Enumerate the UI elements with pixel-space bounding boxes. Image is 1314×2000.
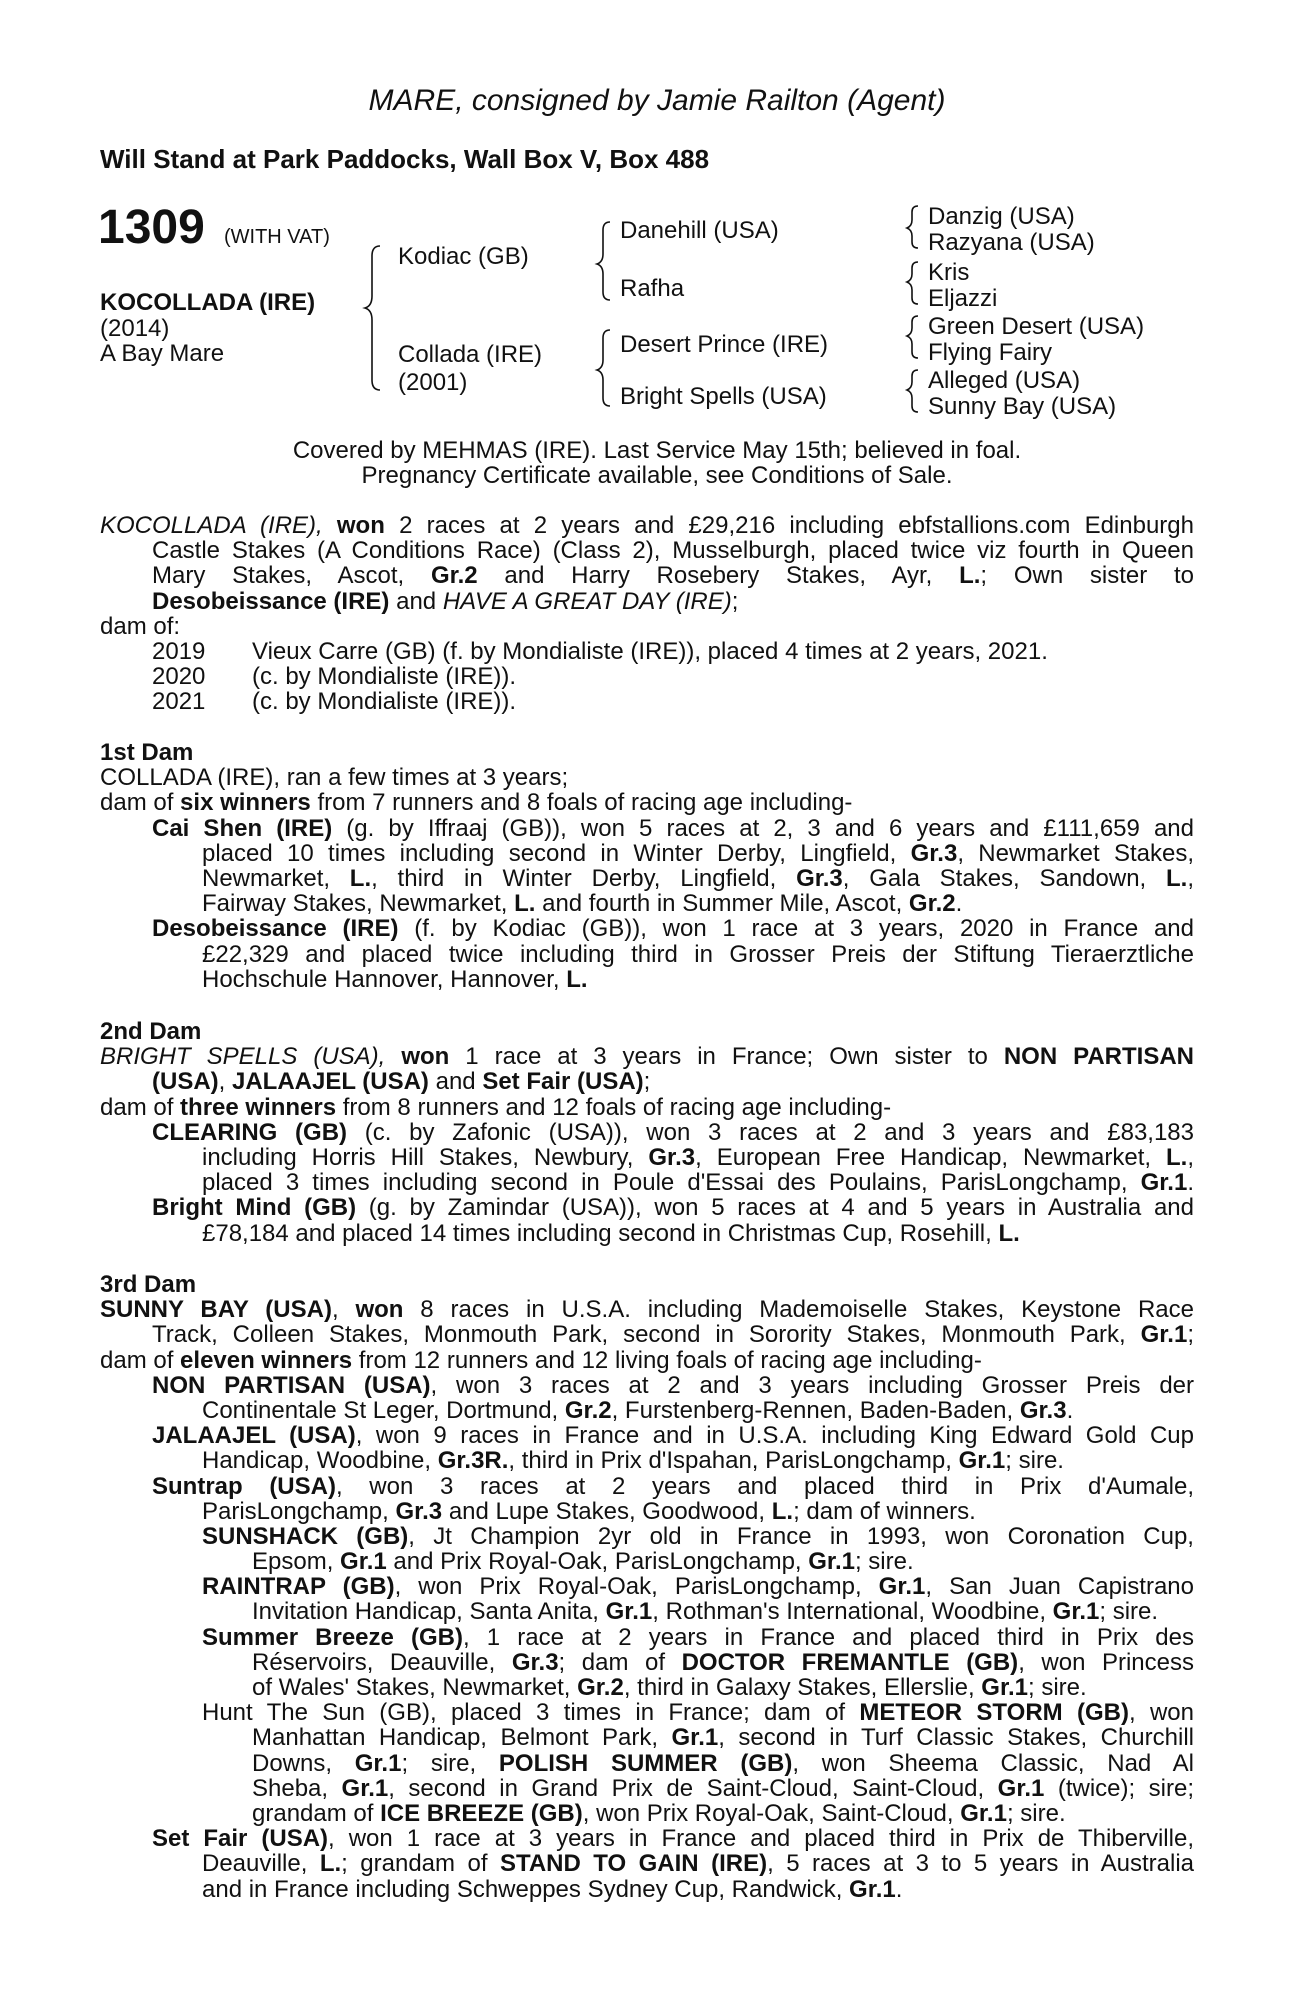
covering-line-2: Pregnancy Certificate available, see Conditions of Sale. — [361, 462, 953, 489]
page-title: MARE, consigned by Jamie Railton (Agent) — [368, 84, 946, 117]
produce-line: Desobeissance (IRE) (f. by Kodiac (GB)), won 1 race at 3 years, 2020 in France and — [152, 915, 1195, 943]
produce-line: £22,329 and placed twice including third in Grosser Preis der Stiftung Tieraerztliche — [202, 940, 1194, 968]
pedigree-g7: Alleged (USA) — [928, 367, 1081, 394]
first-dam-section — [100, 740, 1194, 992]
lot-number: 1309 — [98, 201, 205, 254]
dam-line: SUNNY BAY (USA), won 8 races in U.S.A. including Mademoiselle Stakes, Keystone Race — [100, 1296, 1195, 1324]
produce-line: CLEARING (GB) (c. by Zafonic (USA)), won 3 races at 2 and 3 years and £83,183 — [152, 1118, 1194, 1146]
foal-row: 2021 (c. by Mondialiste (IRE)). — [152, 688, 517, 716]
produce-line: Continentale St Leger, Dortmund, Gr.2, Furstenberg-Rennen, Baden-Baden, Gr.3. — [202, 1396, 1074, 1424]
second-dam-section — [100, 1019, 1194, 1246]
pedigree-g4: Eljazzi — [928, 285, 998, 312]
produce-line: Fairway Stakes, Newmarket, L. and fourth in Summer Mile, Ascot, Gr.2. — [202, 890, 963, 918]
pedigree-sire-sire: Danehill (USA) — [620, 217, 779, 244]
dam-line: dam of six winners from 7 runners and 8 foals of racing age including- — [100, 789, 853, 817]
dam-line: dam of three winners from 8 runners and 12 foals of racing age including- — [100, 1093, 892, 1121]
produce-line: and in France including Schweppes Sydney Cup, Randwick, Gr.1. — [202, 1875, 903, 1903]
horse-year: (2014) — [100, 315, 170, 342]
pedigree-g5: Green Desert (USA) — [928, 313, 1145, 340]
produce-line: Invitation Handicap, Santa Anita, Gr.1, Rothman's International, Woodbine, Gr.1; sire. — [252, 1598, 1159, 1626]
produce-line: SUNSHACK (GB), Jt Champion 2yr old in France in 1993, won Coronation Cup, — [202, 1522, 1194, 1550]
produce-line: Cai Shen (IRE) (g. by Iffraaj (GB)), won 5 races at 2, 3 and 6 years and £111,659 and — [152, 814, 1194, 842]
dam-line: BRIGHT SPELLS (USA), won 1 race at 3 years in France; Own sister to NON PARTISAN — [100, 1043, 1195, 1071]
pedigree-dam: Collada (IRE) — [398, 341, 543, 368]
produce-line: £78,184 and placed 14 times including second in Christmas Cup, Rosehill, L. — [202, 1219, 1020, 1247]
produce-line: Manhattan Handicap, Belmont Park, Gr.1, second in Turf Classic Stakes, Churchill — [252, 1724, 1194, 1752]
vat-label: (WITH VAT) — [224, 226, 330, 248]
pedigree-dam-sire: Desert Prince (IRE) — [620, 331, 829, 358]
pedigree-g6: Flying Fairy — [928, 339, 1053, 366]
dam-line: Track, Colleen Stakes, Monmouth Park, second in Sorority Stakes, Monmouth Park, Gr.1; — [152, 1321, 1194, 1349]
produce-line: grandam of ICE BREEZE (GB), won Prix Royal-Oak, Saint-Cloud, Gr.1; sire. — [252, 1799, 1066, 1827]
pedigree-dam-dam: Bright Spells (USA) — [620, 383, 827, 410]
dam-line: COLLADA (IRE), ran a few times at 3 years; — [100, 764, 569, 792]
produce-line: Réservoirs, Deauville, Gr.3; dam of DOCTOR FREMANTLE (GB), won Princess — [252, 1648, 1194, 1676]
intro-line: Castle Stakes (A Conditions Race) (Class 2), Musselburgh, placed twice viz fourth in Queen — [152, 537, 1194, 565]
produce-line: including Horris Hill Stakes, Newbury, Gr.3, European Free Handicap, Newmarket, L., — [202, 1143, 1194, 1171]
intro-line: Desobeissance (IRE) and HAVE A GREAT DAY (IRE); — [152, 587, 739, 615]
intro-line: dam of: — [100, 612, 181, 640]
produce-line: Downs, Gr.1; sire, POLISH SUMMER (GB), won Sheema Classic, Nad Al — [252, 1749, 1195, 1777]
section-heading: 2nd Dam — [100, 1018, 202, 1045]
section-heading: 3rd Dam — [100, 1271, 197, 1298]
covering-line-1: Covered by MEHMAS (IRE). Last Service May 15th; believed in foal. — [292, 437, 1022, 464]
produce-line: Handicap, Woodbine, Gr.3R., third in Prix d'Ispahan, ParisLongchamp, Gr.1; sire. — [202, 1447, 1064, 1475]
produce-line: Newmarket, L., third in Winter Derby, Lingfield, Gr.3, Gala Stakes, Sandown, L., — [202, 864, 1194, 892]
horse-name: KOCOLLADA (IRE) — [100, 289, 316, 316]
pedigree-dam-year: (2001) — [398, 369, 468, 396]
produce-line: Hunt The Sun (GB), placed 3 times in France; dam of METEOR STORM (GB), won — [202, 1699, 1194, 1727]
produce-line: Suntrap (USA), won 3 races at 2 years and placed third in Prix d'Aumale, — [152, 1472, 1195, 1500]
stand-location: Will Stand at Park Paddocks, Wall Box V, Box 488 — [100, 144, 710, 174]
pedigree-sire-dam: Rafha — [620, 275, 685, 302]
produce-line: Hochschule Hannover, Hannover, L. — [202, 965, 588, 993]
third-dam-section — [100, 1272, 1194, 1902]
foal-row: 2019 Vieux Carre (GB) (f. by Mondialiste (IRE)), placed 4 times at 2 years, 2021. — [152, 637, 1048, 665]
pedigree-sire: Kodiac (GB) — [398, 243, 529, 270]
pedigree-g1: Danzig (USA) — [928, 203, 1075, 230]
intro-section — [100, 513, 1194, 715]
produce-line: ParisLongchamp, Gr.3 and Lupe Stakes, Goodwood, L.; dam of winners. — [202, 1497, 976, 1525]
intro-line: Mary Stakes, Ascot, Gr.2 and Harry Rosebery Stakes, Ayr, L.; Own sister to — [152, 562, 1194, 590]
produce-line: JALAAJEL (USA), won 9 races in France and in U.S.A. including King Edward Gold Cup — [152, 1422, 1194, 1450]
produce-line: Deauville, L.; grandam of STAND TO GAIN (IRE), 5 races at 3 to 5 years in Australia — [202, 1850, 1194, 1878]
produce-line: of Wales' Stakes, Newmarket, Gr.2, third in Galaxy Stakes, Ellerslie, Gr.1; sire. — [252, 1674, 1087, 1701]
pedigree-g8: Sunny Bay (USA) — [928, 393, 1117, 420]
pedigree-g3: Kris — [928, 259, 970, 286]
produce-line: Summer Breeze (GB), 1 race at 2 years in France and placed third in Prix des — [202, 1623, 1194, 1651]
produce-line: placed 10 times including second in Winter Derby, Lingfield, Gr.3, Newmarket Stakes, — [202, 839, 1195, 867]
dam-line: dam of eleven winners from 12 runners and 12 living foals of racing age including- — [100, 1346, 982, 1374]
foal-row: 2020 (c. by Mondialiste (IRE)). — [152, 663, 517, 691]
section-heading: 1st Dam — [100, 739, 194, 766]
horse-description: A Bay Mare — [100, 340, 225, 367]
produce-line: Bright Mind (GB) (g. by Zamindar (USA)), won 5 races at 4 and 5 years in Australia and — [152, 1194, 1194, 1222]
produce-line: RAINTRAP (GB), won Prix Royal-Oak, ParisLongchamp, Gr.1, San Juan Capistrano — [202, 1573, 1194, 1601]
intro-line: KOCOLLADA (IRE), won 2 races at 2 years and £29,216 including ebfstallions.com Edinburgh — [100, 512, 1194, 539]
produce-line: Set Fair (USA), won 1 race at 3 years in France and placed third in Prix de Thiberville, — [152, 1825, 1194, 1853]
produce-line: Epsom, Gr.1 and Prix Royal-Oak, ParisLongchamp, Gr.1; sire. — [252, 1548, 914, 1576]
dam-line: (USA), JALAAJEL (USA) and Set Fair (USA); — [152, 1068, 651, 1096]
produce-line: NON PARTISAN (USA), won 3 races at 2 and 3 years including Grosser Preis der — [152, 1371, 1195, 1399]
produce-line: placed 3 times including second in Poule d'Essai des Poulains, ParisLongchamp, Gr.1. — [202, 1169, 1194, 1197]
produce-line: Sheba, Gr.1, second in Grand Prix de Saint-Cloud, Saint-Cloud, Gr.1 (twice); sire; — [252, 1774, 1194, 1802]
pedigree-g2: Razyana (USA) — [928, 229, 1095, 256]
